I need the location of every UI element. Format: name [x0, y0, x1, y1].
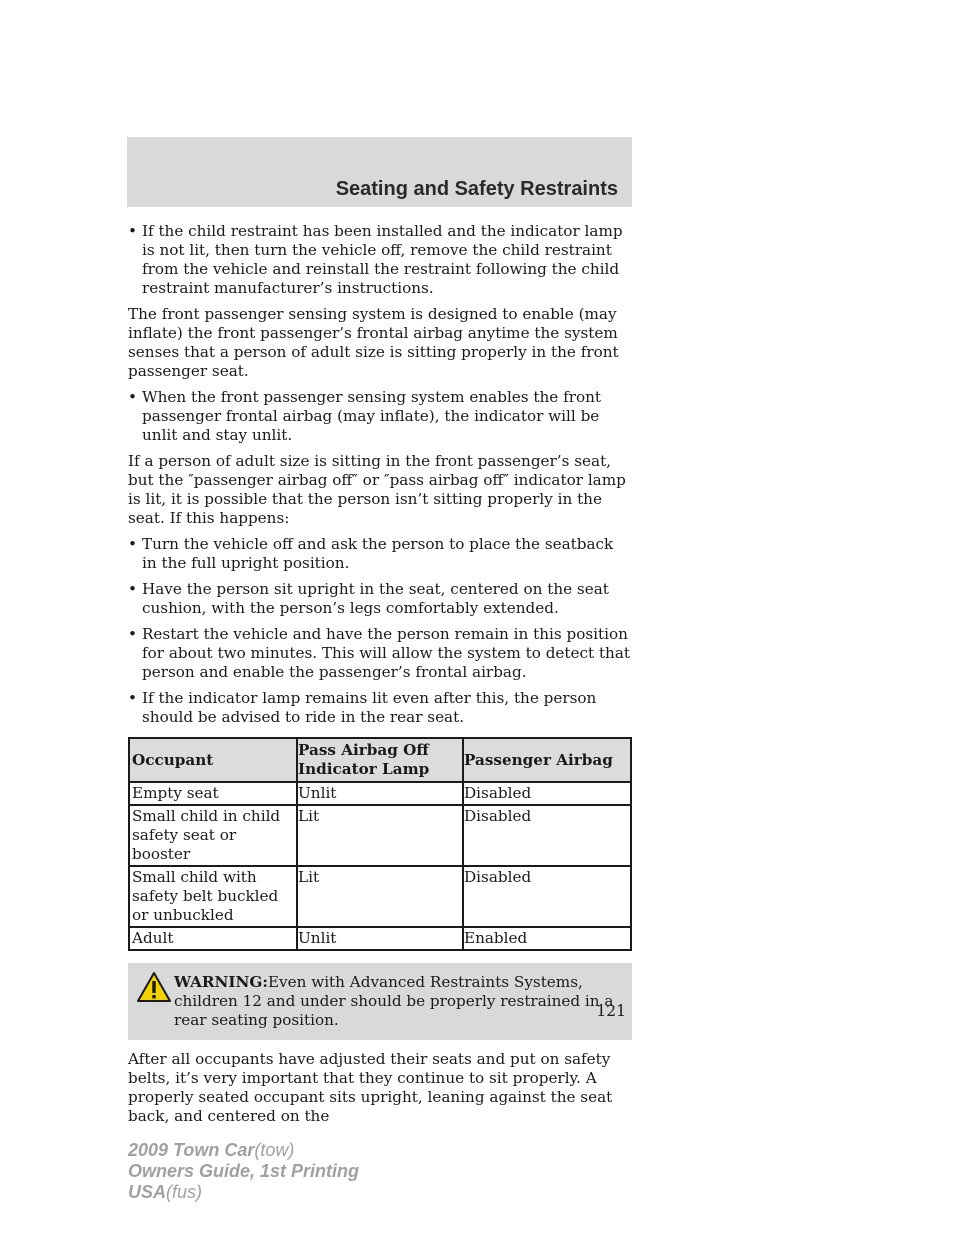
- table-row: [129, 805, 631, 866]
- bullet-item: [128, 388, 632, 445]
- table-row: [129, 866, 631, 927]
- table-cell: Empty seat: [129, 782, 297, 805]
- column-header-occupant: Occupant: [129, 738, 297, 782]
- section-title: Seating and Safety Restraints: [335, 178, 618, 200]
- page-number: 121: [596, 1002, 626, 1020]
- bullet-text: Have the person sit upright in the seat, centered on the seat cushion, with the person’s legs comfortably extended.: [142, 580, 609, 617]
- table-header-row: [129, 738, 631, 782]
- document-footer: [128, 1140, 359, 1203]
- table-cell: Disabled: [463, 782, 631, 805]
- paragraph: The front passenger sensing system is designed to enable (may inflate) the front passenger’s frontal airbag anytime the system senses that a person of adult size is sitting properly in the front passenger seat.: [128, 305, 619, 380]
- bullet-symbol: •: [128, 689, 137, 707]
- bullet-symbol: •: [128, 388, 137, 406]
- footer-market: USA: [128, 1182, 167, 1202]
- table-cell: Adult: [129, 927, 297, 950]
- warning-text: [128, 973, 624, 1030]
- bullet-item: [128, 580, 632, 618]
- warning-triangle-icon: [136, 971, 172, 1003]
- bullet-text: If the child restraint has been installed and the indicator lamp is not lit, then turn the vehicle off, remove the child restraint from the vehicle and reinstall the restraint following the child restraint manufacturer’s instructions.: [142, 222, 623, 297]
- bullet-symbol: •: [128, 535, 137, 553]
- bullet-text: If the indicator lamp remains lit even after this, the person should be advised to ride in the rear seat.: [142, 689, 597, 726]
- footer-guide: Owners Guide, 1st Printing: [128, 1161, 360, 1181]
- table-cell: Enabled: [463, 927, 631, 950]
- warning-box: [128, 963, 632, 1040]
- bullet-item: [128, 625, 632, 682]
- bullet-text: Restart the vehicle and have the person remain in this position for about two minutes. This will allow the system to detect that person and enable the passenger’s frontal airbag.: [142, 625, 630, 681]
- footer-line: [128, 1161, 359, 1182]
- table-cell: Disabled: [463, 805, 631, 866]
- bullet-text: Turn the vehicle off and ask the person to place the seatback in the full upright position.: [142, 535, 614, 572]
- table-cell: Lit: [297, 866, 463, 927]
- bullet-item: [128, 689, 632, 727]
- bullet-item: [128, 535, 632, 573]
- warning-message: Even with Advanced Restraints Systems, children 12 and under should be properly restrained in a rear seating position.: [174, 973, 614, 1029]
- table-row: [129, 927, 631, 950]
- table-cell: Small child in child safety seat or booster: [129, 805, 297, 866]
- table-row: [129, 782, 631, 805]
- bullet-symbol: •: [128, 580, 137, 598]
- table-cell: Disabled: [463, 866, 631, 927]
- occupant-airbag-table: [128, 737, 632, 951]
- warning-label: WARNING:: [174, 973, 268, 991]
- paragraph: After all occupants have adjusted their seats and put on safety belts, it’s very important that they continue to sit properly. A properly seated occupant sits upright, leaning against the seat back, and centered on the: [128, 1050, 613, 1125]
- footer-model: 2009 Town Car: [128, 1140, 255, 1160]
- table-cell: Unlit: [297, 927, 463, 950]
- footer-market-code: (fus): [166, 1182, 203, 1202]
- column-header-passenger-airbag: Passenger Airbag: [463, 738, 631, 782]
- table-cell: Unlit: [297, 782, 463, 805]
- bullet-symbol: •: [128, 625, 137, 643]
- page-content: [128, 222, 632, 1133]
- paragraph: If a person of adult size is sitting in the front passenger’s seat, but the ″passenger airbag off″ or ″pass airbag off″ indicator lamp is lit, it is possible that the person isn’t sitting properly in the seat. If this happens:: [128, 452, 626, 527]
- bullet-item: [128, 222, 632, 298]
- table-cell: Lit: [297, 805, 463, 866]
- bullet-text: When the front passenger sensing system enables the front passenger frontal airbag (may inflate), the indicator will be unlit and stay unlit.: [142, 388, 602, 444]
- section-header-band: [127, 137, 632, 207]
- footer-model-code: (tow): [254, 1140, 295, 1160]
- column-header-indicator-lamp: Pass Airbag Off Indicator Lamp: [297, 738, 463, 782]
- footer-line: [128, 1182, 359, 1203]
- table-cell: Small child with safety belt buckled or unbuckled: [129, 866, 297, 927]
- bullet-symbol: •: [128, 222, 137, 240]
- footer-line: [128, 1140, 359, 1161]
